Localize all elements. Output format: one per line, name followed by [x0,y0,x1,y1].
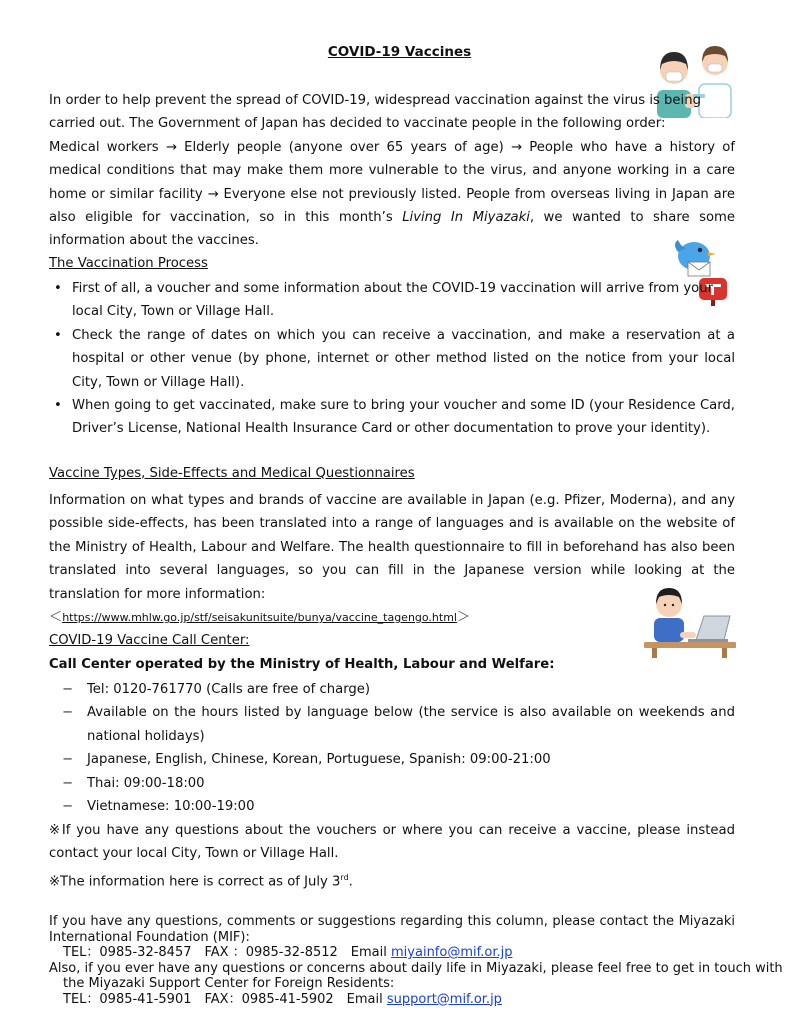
footer-line-1: If you have any questions, comments or suggestions regarding this column, please contact the Miyazaki International Foundation (MIF): [49,914,735,945]
laptop-person-illustration [644,580,736,658]
callcenter-heading: COVID-19 Vaccine Call Center: [49,633,250,648]
mif-contact-line: TEL：0985-32-8457 FAX ：0985-32-8512 Email miyainfo@mif.or.jp [63,945,513,960]
intro-paragraph [49,89,735,253]
intro-line-2: carried out. The Government of Japan has decided to vaccinate people in the following order: [49,116,666,132]
footer-line-2: Also, if you ever have any questions or concerns about daily life in Miyazaki, please feel free to get in touch with [49,960,783,976]
process-list [49,277,735,441]
types-paragraph: Information on what types and brands of vaccine are available in Japan (e.g. Pfizer, Moderna), and any possible side-effects, has been translated into a range of languages and is available on the website of the Ministry of Health, Labour and Welfare. The health questionnaire to fill in beforehand has also been translated into several languages, so you can fill in the Japanese version while looking at the translation for more information: ＜https://www.mhlw.go.jp/stf/seisakunitsuite/bunya/vaccine_tagengo.html＞ [49,489,735,629]
footer-contact [49,914,783,1007]
bird-letter-illustration [672,234,718,280]
mif-email-link[interactable]: miyainfo@mif.or.jp [391,945,513,960]
types-heading: Vaccine Types, Side-Effects and Medical Questionnaires [49,466,415,481]
callcenter-note-2: ※The information here is correct as of July 3rd. [49,873,353,890]
intro-order: Medical workers → Elderly people (anyone over 65 years of age) → People who have a history of medical conditions that may make them more vulnerable to the virus, and anyone working in a care home or similar facility → Everyone else not previously listed. People from overseas living in Japan are also eligible for vaccination, so in this month’s Living In Miyazaki, we wanted to share some information about the vaccines. [49,139,735,249]
list-item: − Tel: 0120-761770 (Calls are free of charge) [49,678,735,701]
process-heading: The Vaccination Process [49,256,208,271]
msc-contact-line: TEL：0985-41-5901 FAX：0985-41-5902 Email support@mif.or.jp [63,991,502,1007]
callcenter-operator: Call Center operated by the Ministry of Health, Labour and Welfare: [49,657,555,672]
publication-name: Living In Miyazaki [402,210,530,226]
page-title: COVID-19 Vaccines [327,44,472,60]
callcenter-note-1: ※If you have any questions about the vouchers or where you can receive a vaccine, please instead contact your local City, Town or Village Hall. [49,823,735,862]
list-item: − Available on the hours listed by language below (the service is also available on weekends and national holidays) [49,701,735,748]
mhlw-url-line: ＜https://www.mhlw.go.jp/stf/seisakunitsuite/bunya/vaccine_tagengo.html＞ [49,610,471,626]
msc-email-link[interactable]: support@mif.or.jp [386,991,502,1007]
list-item: • First of all, a voucher and some information about the COVID-19 vaccination will arrive from your local City, Town or Village Hall. [49,277,735,324]
list-item: • When going to get vaccinated, make sure to bring your voucher and some ID (your Residence Card, Driver’s License, National Health Insurance Card or other documentation to prove your identity). [49,394,735,441]
intro-line-1: In order to help prevent the spread of COVID-19, widespread vaccination against the virus is being [49,93,701,108]
list-item: − Vietnamese: 10:00-19:00 [49,795,735,818]
mhlw-url-link[interactable]: https://www.mhlw.go.jp/stf/seisakunitsuite/bunya/vaccine_tagengo.html [62,611,457,625]
list-item: • Check the range of dates on which you can receive a vaccination, and make a reservation at a hospital or other venue (by phone, internet or other method listed on the notice from your local City, Town or Village Hall). [49,324,735,394]
footer-line-3: the Miyazaki Support Center for Foreign Residents: [63,976,395,991]
list-item: − Thai: 09:00-18:00 [49,772,735,795]
callcenter-list [49,678,735,818]
list-item: − Japanese, English, Chinese, Korean, Portuguese, Spanish: 09:00-21:00 [49,748,735,771]
